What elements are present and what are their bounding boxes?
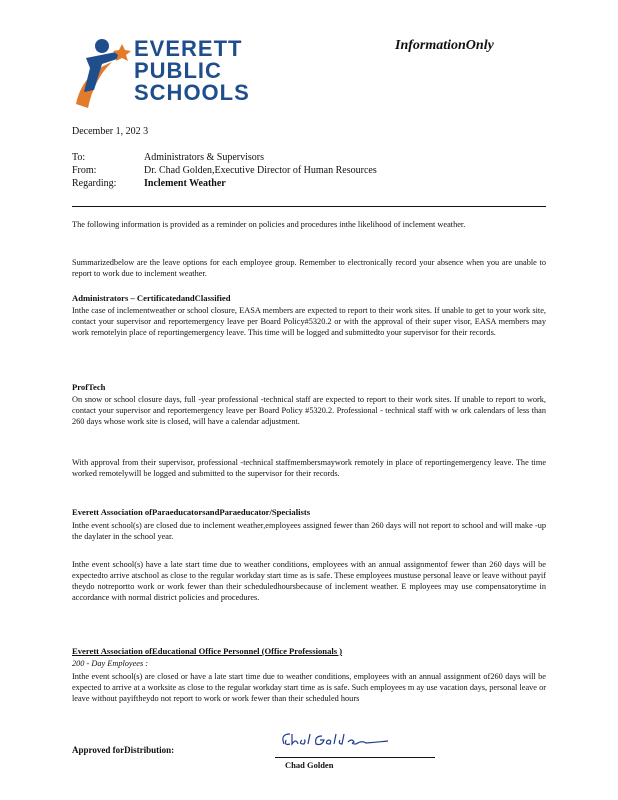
section-title-office-professionals: Everett Association ofEducational Office Personnel (Office Professionals ) <box>72 646 343 656</box>
section-title-proftech: ProfTech <box>72 382 106 392</box>
section-paragraph-paraeducators-1: Inthe event school(s) are closed due to inclement weather,employees assigned fewer than 260 days will not report to school and will make -up the daylater in the school year. <box>72 521 546 541</box>
section-paragraph-administrators: Inthe case of inclementweather or school closure, EASA members are expected to report to their work sites. If unable to get to your work site, contact your supervisor and reportemergency leave per Board Policy#5320.2 or with the approval of their super visor, EASA members may work remotelyin place of reportingemergency leave. This time will be logged and submittedto your supervisor for their records. <box>72 306 546 337</box>
intro-paragraph-2: Summarizedbelow are the leave options for each employee group. Remember to electronically record your absence when you are unable to report to work due to inclement weather. <box>72 258 546 278</box>
to-label: To: <box>72 152 86 163</box>
runner-icon <box>72 34 134 114</box>
signature-line <box>275 757 435 758</box>
logo-wordmark: EVERETT PUBLIC SCHOOLS <box>134 36 250 105</box>
section-paragraph-office-professionals: Inthe event school(s) are closed or have a late start time due to weather conditions, employees with an annual assignment of260 days will be expected to arrive at a worksite as close to the regular workday start time as is safe. Such employees m ay use vacation days, personal leave or leave without payiftheydo not report to work or work fewer than their scheduled hours <box>72 672 546 703</box>
section-title-administrators: Administrators – CertificatedandClassified <box>72 293 231 303</box>
district-logo <box>72 34 262 114</box>
to-row <box>72 152 264 164</box>
regarding-value: Inclement Weather <box>144 178 226 189</box>
intro-paragraph-1: The following information is provided as a reminder on policies and procedures inthe likelihood of inclement weather. <box>72 220 466 229</box>
approved-for-distribution-label: Approved forDistribution: <box>72 745 175 755</box>
section-paragraph-paraeducators-2: Inthe event school(s) have a late start time due to weather conditions, employees with an annual assignmentof fewer than 260 days will be expectedto arrive atschool as close to the regular workday start time as is safe. These employees mustuse personal leave or leave without payif theydo notreportto work or work fewer than their scheduledhoursbecause of inclement weather. E mployees may use compensatorytime in accordance with normal district policies and procedures. <box>72 560 546 602</box>
from-label: From: <box>72 165 97 176</box>
from-row <box>72 165 377 177</box>
information-only-label: InformationOnly <box>395 38 494 53</box>
handwritten-signature <box>278 728 418 752</box>
section-paragraph-proftech-2: With approval from their supervisor, professional -technical staffmembersmaywork remotely in place of reportingemergency leave. The time worked remotelywill be logged and submitted to the supervisor for their records. <box>72 458 546 478</box>
section-paragraph-proftech-1: On snow or school closure days, full -year professional -technical staff are expected to report to their work sites. If unable to report to work, contact your supervisor and reportemergency leave per Board Policy #5320.2. Professional - technical staff with w ork calendars of less than 260 days whose work site is closed, will have a calendar adjustment. <box>72 395 546 426</box>
from-value: Dr. Chad Golden,Executive Director of Human Resources <box>144 165 377 176</box>
to-value: Administrators & Supervisors <box>144 152 264 163</box>
section-subtitle-office-professionals: 200 - Day Employees : <box>72 659 149 668</box>
regarding-row <box>72 178 226 190</box>
header-divider <box>72 206 546 207</box>
regarding-label: Regarding: <box>72 178 117 189</box>
section-title-paraeducators: Everett Association ofParaeducatorsandParaeducator/Specialists <box>72 507 311 517</box>
memo-date: December 1, 202 3 <box>72 126 149 137</box>
signer-name: Chad Golden <box>285 760 334 770</box>
